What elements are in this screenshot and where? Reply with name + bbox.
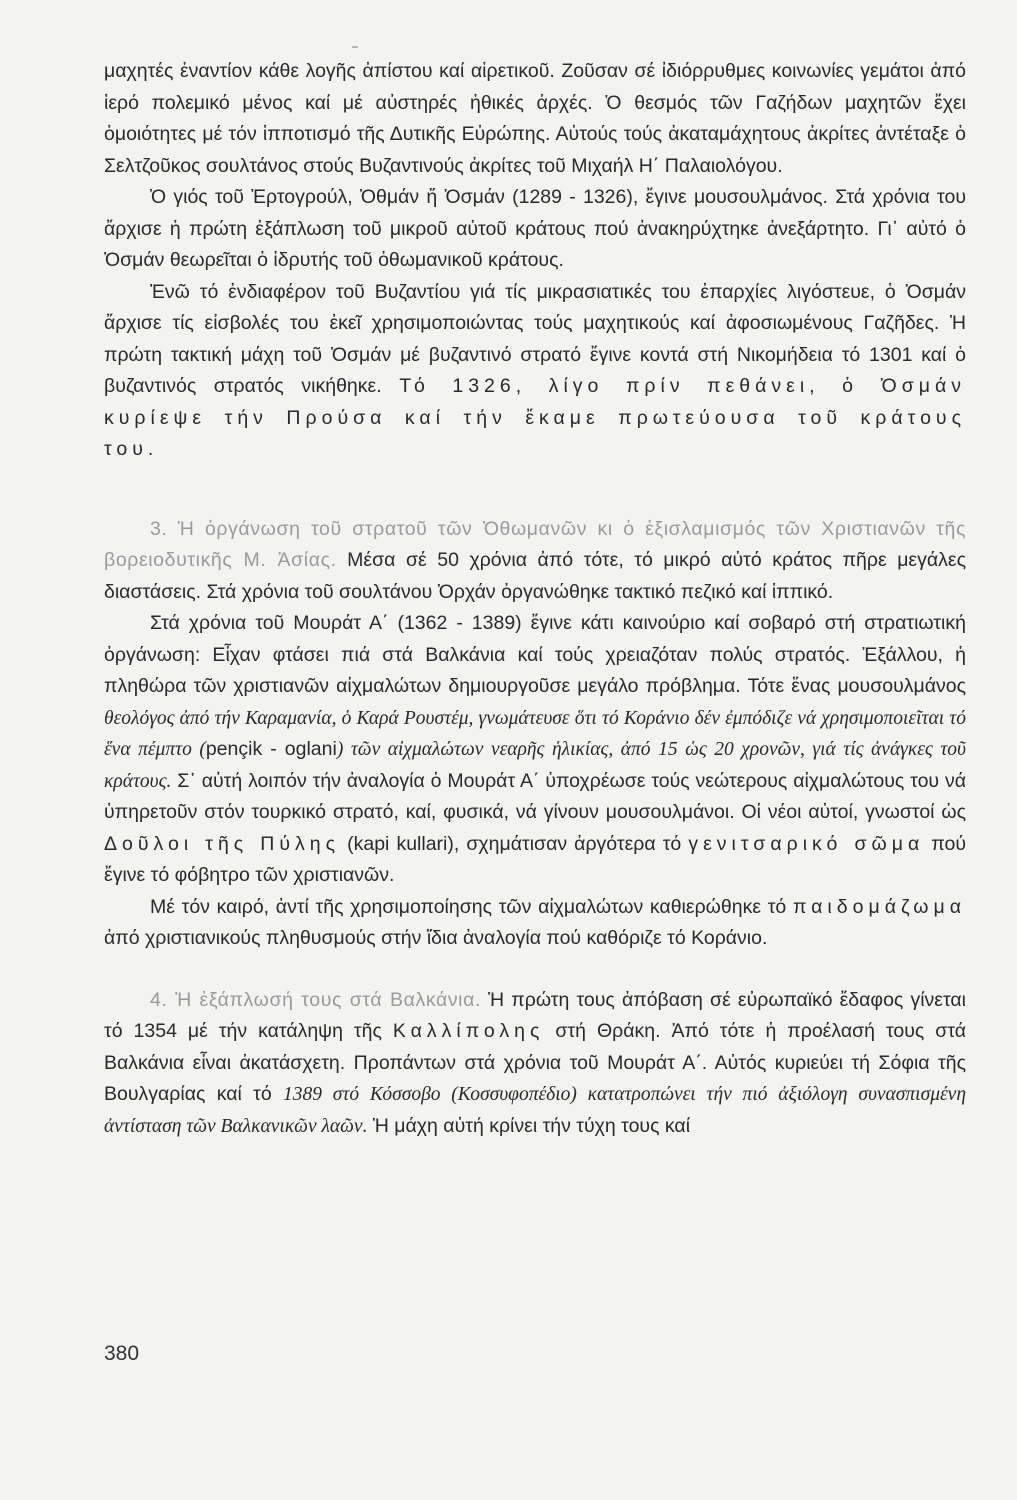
section-3-text: Μέσα σέ 50 χρόνια ἀπό τότε, τό μικρό αὐτό κράτος πῆρε μεγάλες διαστάσεις. Στά χρόνια τοῦ σουλτάνου Ὀρχάν ὀργανώθηκε τακτικό πεζικό καί ἱππικό. [104, 549, 966, 603]
paragraph-osman-invasions-text: Ἐνῶ τό ἐνδιαφέρον τοῦ Βυζαντίου γιά τίς μικρασιατικές του ἐπαρχίες λιγόστευε, ὁ Ὀσμάν ἄρχισε τίς εἰσβολές του ἐκεῖ χρησιμοποιώντας τούς μαχητικούς καί ἀφοσιωμένους Γαζῆδες. Ἡ πρώτη τακτική μάχη τοῦ Ὀσμάν μέ βυζαντινό στρατό ἔγινε κοντά στή Νικομήδεια τό 1301 καί ὁ βυζαντινός στρατός νικήθηκε. [104, 280, 966, 397]
paragraph-osman-invasions [104, 277, 966, 466]
murad-italic-1: θεολόγος ἀπό τήν Καραμανία, ὁ Καρά Ρουστέμ, γνωμάτευσε ὅτι τό Κοράνιο δέν ἐμπόδιζε νά χρησιμοποιεῖται τό ἕνα πέμπτο ( [104, 707, 966, 760]
murad-text-c: , σχημάτισαν ἀργότερα τό [453, 832, 682, 855]
latin-term-pencik: pençik - oglani [205, 738, 337, 760]
paragraph-gazi-warriors: μαχητές ἐναντίον κάθε λογῆς ἀπίστου καί αἱρετικοῦ. Ζοῦσαν σέ ἰδιόρρυθμες κοινωνίες γεμάτοι ἀπό ἱερό πολεμικό μένος καί μέ αὐστηρές ἠθικές ἀρχές. Ὁ θεσμός τῶν Γαζήδων μαχητῶν ἔχει ὁμοιότητες μέ τόν ἱπποτισμό τῆς Δυτικῆς Εὐρώπης. Αὐτούς τούς ἀκαταμάχητους ἀκρίτες ἀντέταξε ὁ Σελτζοῦκος σουλτάνος στούς Βυζαντινούς ἀκρίτες τοῦ Μιχαήλ Η΄ Παλαιολόγου. [104, 60, 966, 177]
section-3-heading: 3. Ἡ ὀργάνωση τοῦ στρατοῦ τῶν Ὀθωμανῶν κι ὁ ἐξισλαμισμός τῶν Χριστιανῶν τῆς βορειοδυτικῆς Μ. Ἀσίας. [104, 517, 966, 571]
section-3-paragraph [104, 514, 966, 609]
paragraph-paidomazoma [104, 892, 966, 955]
murad-text-b: Σ᾽ αὐτή λοιπόν τήν ἀναλογία ὁ Μουράτ Α΄ ὑποχρέωσε τούς νεώτερους αἰχμαλώτους του νά ὑπηρετοῦν στόν τουρκικό στρατό, καί, φυσικά, νά γίνουν μουσουλμάνοι. Οἱ νέοι αὐτοί, γνωστοί ὡς [104, 769, 966, 823]
latin-term-kapi-kullari: (kapi kullari) [347, 832, 454, 855]
print-mark [352, 46, 358, 48]
section-4-italic: 1389 στό Κόσσοβο (Κοσσυφοπέδιο) κατατροπώνει τήν πιό ἀξιόλογη συνασπισμένη ἀντίσταση τῶν Βαλκανικῶν λαῶν. [104, 1084, 967, 1137]
page-number: 380 [104, 1342, 140, 1365]
term-genitsariko-soma: γενιτσαρικό σῶμα [688, 832, 925, 855]
section-4-heading: 4. Ἡ ἐξάπλωσή τους στά Βαλκάνια. [150, 988, 482, 1011]
paidomazoma-text-b: ἀπό χριστιανικούς πληθυσμούς στήν ἴδια ἀναλογία πού καθόριζε τό Κοράνιο. [104, 927, 768, 949]
paragraph-osman: Ὁ γιός τοῦ Ἐρτογρούλ, Ὀθμάν ἤ Ὀσμάν (1289 - 1326), ἔγινε μουσουλμάνος. Στά χρόνια του ἄρχισε ἡ πρώτη ἐξάπλωση τοῦ μικροῦ αὐτοῦ κράτους πού ἀνακηρύχτηκε ἀνεξάρτητο. Γι᾽ αὐτό ὁ Ὀσμάν θεωρεῖται ὁ ἱδρυτής τοῦ ὀθωμανικοῦ κράτους. [104, 186, 966, 271]
section-4-text-a: Ἡ πρώτη τους ἀπόβαση σέ εὐρωπαϊκό ἔδαφος γίνεται τό 1354 μέ τήν κατάληψη τῆς [104, 988, 967, 1042]
section-4-text-c: Ἡ μάχη αὐτή κρίνει τήν τύχη τους καί [372, 1114, 691, 1137]
section-4-paragraph [104, 985, 966, 1143]
term-paidomazoma: παιδομάζωμα [792, 895, 967, 918]
murad-text-d: πού ἔγινε τό φόβητρο τῶν χριστιανῶν. [104, 832, 967, 886]
section-4-text-b: στή Θράκη. Ἀπό τότε ἡ προέλασή τους στά Βαλκάνια εἶναι ἀκατάσχετη. Προπάντων στά χρόνια τοῦ Μουράτ Α΄. Αὐτός κυριεύει τή Σόφια τῆς Βουλγαρίας καί τό [104, 1020, 967, 1105]
term-kallipoli: Καλλίπολης [392, 1020, 545, 1042]
paragraph-murad-organisation [104, 608, 966, 892]
murad-italic-2: ) τῶν αἰχμαλώτων νεαρῆς ἡλικίας, ἀπό 15 ὡς 20 χρονῶν, γιά τίς ἀνάγκες τοῦ κράτους. [104, 739, 966, 792]
murad-text-a: Στά χρόνια τοῦ Μουράτ Α΄ (1362 - 1389) ἔγινε κάτι καινούριο καί σοβαρό στή στρατιωτική ὀργάνωση: Εἶχαν φτάσει πιά στά Βαλκάνια καί τούς χρειαζόταν πολύς στρατός. Ἐξάλλου, ἡ πληθώρα τῶν χριστιανῶν αἰχμαλώτων δημιουργοῦσε μεγάλο πρόβλημα. Τότε ἕνας μουσουλμάνος [104, 612, 966, 697]
paragraph-prousa-spaced: Τό 1326, λίγο πρίν πεθάνει, ὁ Ὀσμάν κυρίεψε τήν Προύσα καί τήν ἔκαμε πρωτεύουσα τοῦ κράτους του. [104, 375, 966, 460]
paidomazoma-text-a: Μέ τόν καιρό, ἀντί τῆς χρησιμοποίησης τῶν αἰχμαλώτων καθιερώθηκε τό [150, 895, 787, 918]
text-column [104, 56, 966, 1142]
term-douloi-pylis: Δοῦλοι τῆς Πύλης [104, 832, 341, 855]
